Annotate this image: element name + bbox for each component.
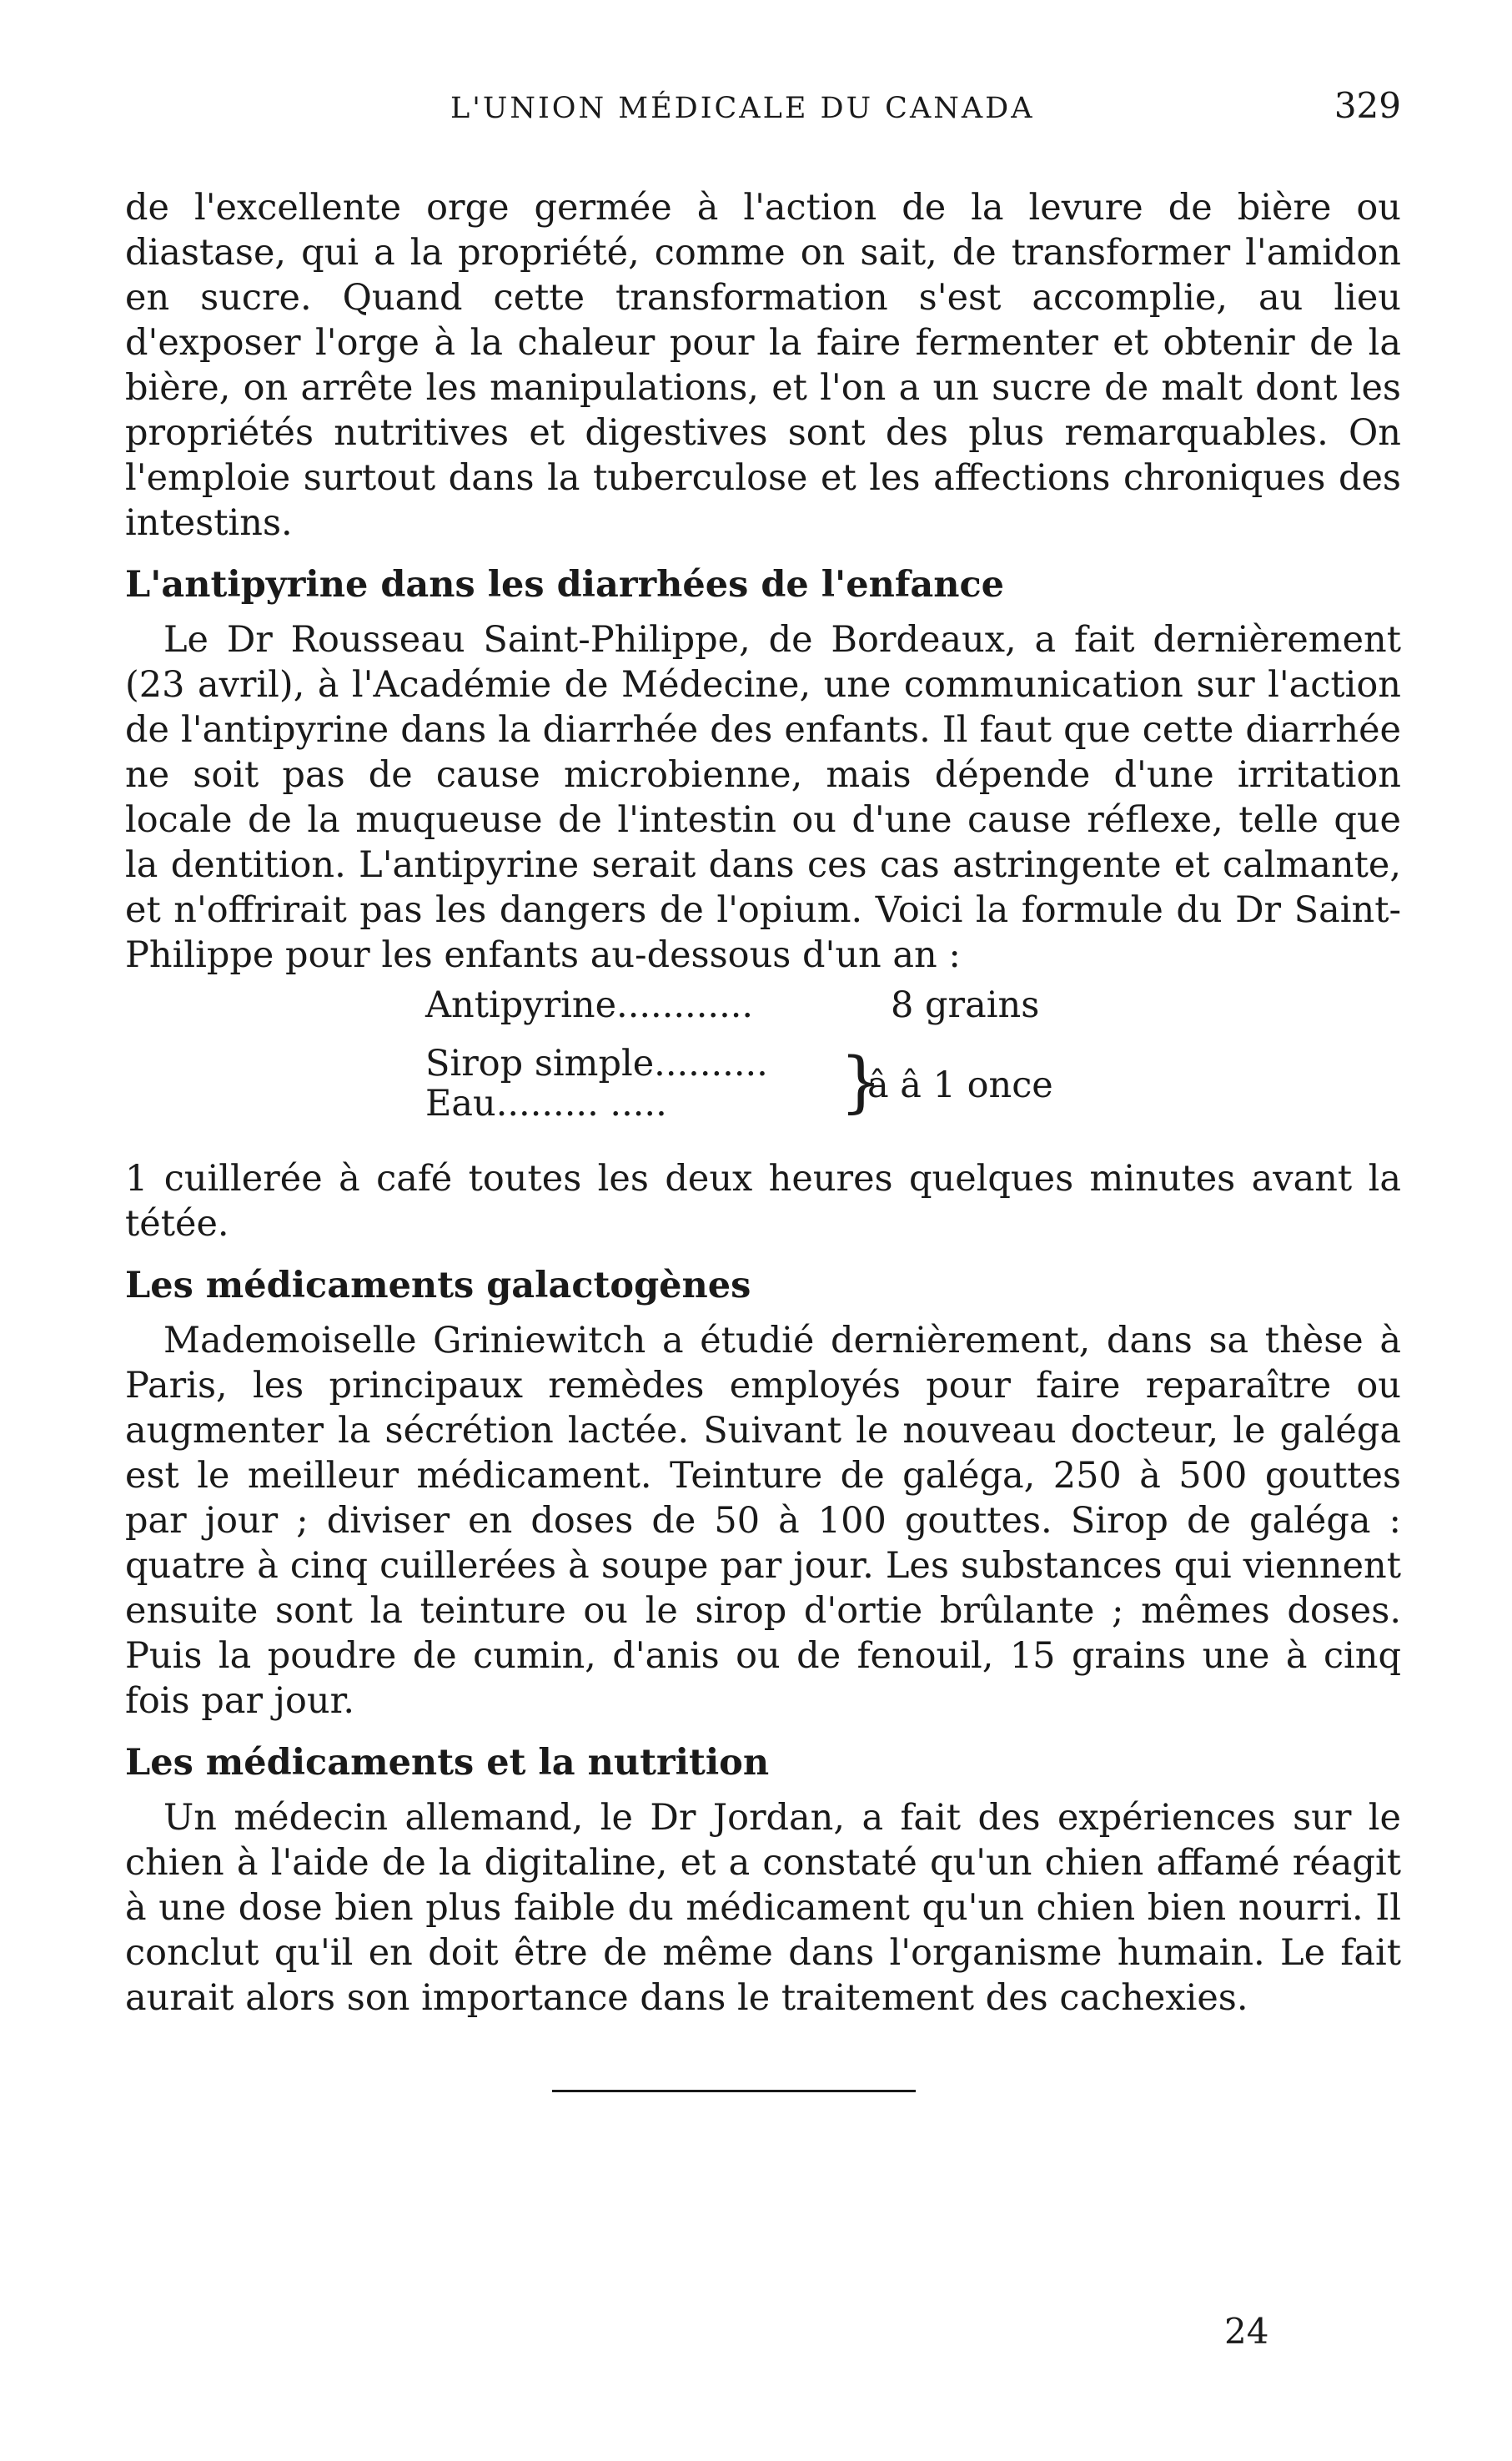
formula-ingredient-sirop: Sirop simple.......... <box>425 1043 768 1085</box>
section-heading-antipyrine: L'antipyrine dans les diarrhées de l'enfance <box>125 564 1005 606</box>
section-heading-nutrition: Les médicaments et la nutrition <box>125 1742 770 1784</box>
formula-ingredient-antipyrine: Antipyrine............ <box>425 984 754 1026</box>
signature-mark: 24 <box>1224 2311 1269 2352</box>
page-body <box>125 185 1401 2021</box>
paragraph-nutrition: Un médecin allemand, le Dr Jordan, a fait des expériences sur le chien à l'aide de la digitaline, et a constaté qu'un chien affamé réagit à une dose bien plus faible du médicament qu'un chien bien nourri. Il conclut qu'il en doit être de même dans l'organisme humain. Le fait aurait alors son importance dans le traitement des cachexies. <box>125 1797 1401 2019</box>
paragraph-antipyrine: Le Dr Rousseau Saint-Philippe, de Bordeaux, a fait dernièrement (23 avril), à l'Académie de Médecine, une communication sur l'action de l'antipyrine dans la diarrhée des enfants. Il faut que cette diarrhée ne soit pas de cause microbienne, mais dépende d'une irritation locale de la muqueuse de l'intestin ou d'une cause réflexe, telle que la dentition. L'antipyrine serait dans ces cas astringente et calmante, et n'offrirait pas les dangers de l'opium. Voici la formule du Dr Saint-Philippe pour les enfants au-dessous d'un an : <box>125 619 1401 976</box>
running-head: L'UNION MÉDICALE DU CANADA <box>450 92 1035 125</box>
formula-dose-shared: â â 1 once <box>867 1064 1053 1106</box>
paragraph-galactogenes: Mademoiselle Griniewitch a étudié dernièrement, dans sa thèse à Paris, les principaux remèdes employés pour faire reparaître ou augmenter la sécrétion lactée. Suivant le nouveau docteur, le galéga est le meilleur médicament. Teinture de galéga, 250 à 500 gouttes par jour ; diviser en doses de 50 à 100 gouttes. Sirop de galéga : quatre à cinq cuillerées à soupe par jour. Les substances qui viennent ensuite sont la teinture ou le sirop d'ortie brûlante ; mêmes doses. Puis la poudre de cumin, d'anis ou de fenouil, 15 grains une à cinq fois par jour. <box>125 1320 1401 1722</box>
formula-ingredient-eau: Eau......... ..... <box>425 1083 667 1125</box>
end-rule <box>552 2090 916 2092</box>
page-number: 329 <box>1334 85 1401 126</box>
paragraph-dosage: 1 cuillerée à café toutes les deux heures quelques minutes avant la tétée. <box>125 1158 1401 1245</box>
formula-brace: } <box>840 1043 882 1120</box>
prescription-formula <box>125 984 1401 1151</box>
page-header <box>125 85 1401 142</box>
formula-dose-antipyrine: 8 grains <box>891 984 1040 1026</box>
paragraph-orge: de l'excellente orge germée à l'action de la levure de bière ou diastase, qui a la propriété, comme on sait, de transformer l'amidon en sucre. Quand cette transformation s'est accomplie, au lieu d'exposer l'orge à la chaleur pour la faire fermenter et obtenir de la bière, on arrête les manipulations, et l'on a un sucre de malt dont les propriétés nutritives et digestives sont des plus remarquables. On l'emploie surtout dans la tuberculose et les affections chroniques des intestins. <box>125 187 1401 544</box>
section-heading-galactogenes: Les médicaments galactogènes <box>125 1265 751 1306</box>
